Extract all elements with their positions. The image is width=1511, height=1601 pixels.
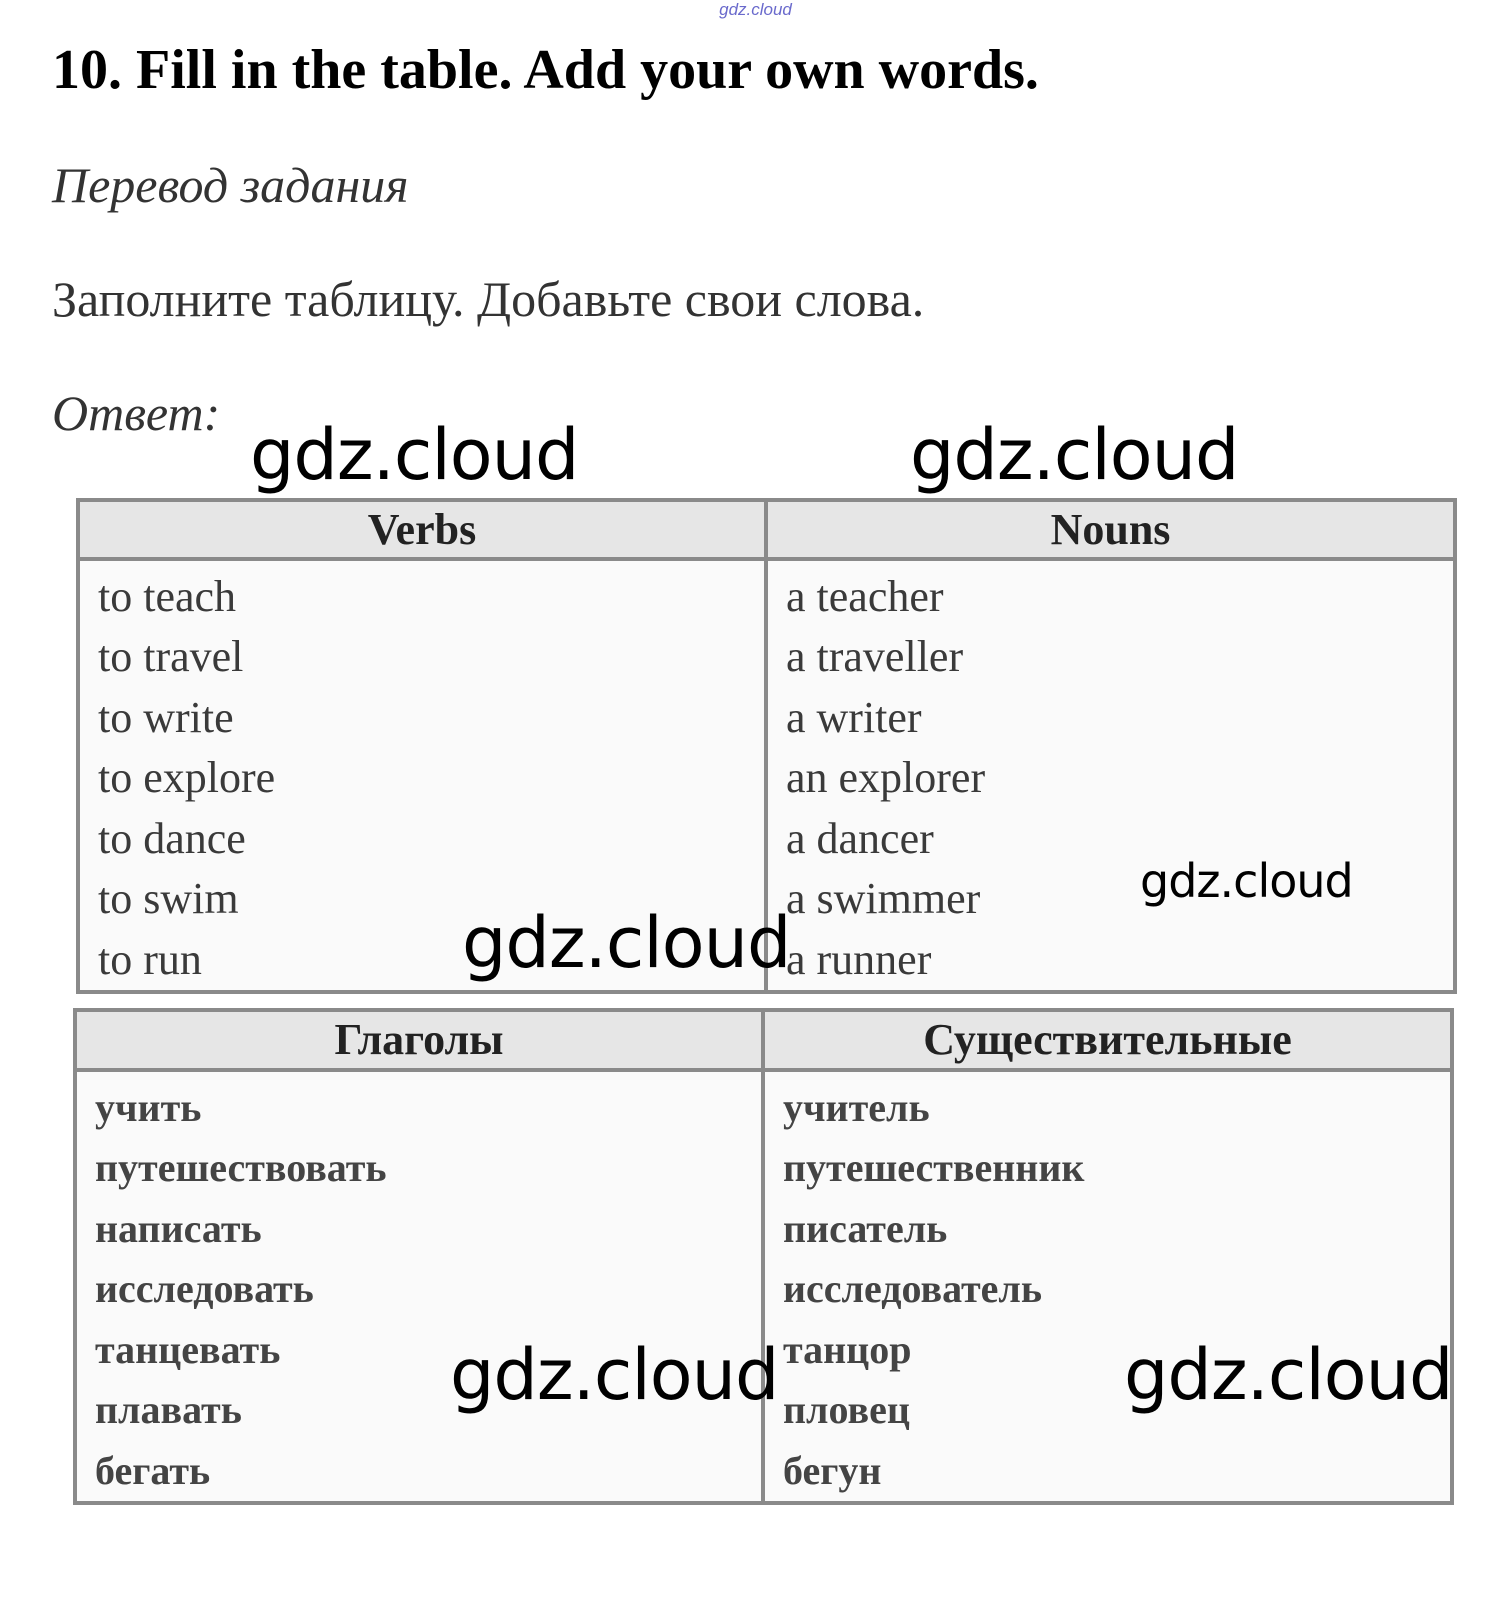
watermark: gdz.cloud (250, 414, 579, 496)
nouns-list (768, 561, 1453, 991)
list-item: to dance (98, 813, 246, 863)
list-item: танцор (783, 1326, 912, 1372)
list-item: бегать (95, 1447, 211, 1493)
list-item: танцевать (95, 1326, 281, 1372)
nouns-header: Nouns (768, 502, 1453, 561)
list-item: a swimmer (786, 874, 981, 923)
list-item: to write (98, 692, 234, 742)
translation-text: Заполните таблицу. Добавьте свои слова. (52, 271, 925, 327)
watermark: gdz.cloud (910, 414, 1239, 496)
list-item: an explorer (786, 753, 986, 802)
list-item: a runner (786, 934, 932, 984)
list-item: путешественник (783, 1145, 1085, 1190)
list-item: исследовать (95, 1266, 314, 1311)
list-item: учитель (783, 1084, 930, 1130)
russian-nouns-header: Существительные (765, 1012, 1450, 1072)
russian-verbs-column (77, 1012, 761, 1501)
list-item: a traveller (786, 632, 964, 681)
russian-verbs-list (77, 1072, 761, 1502)
watermark: gdz.cloud (1140, 854, 1353, 908)
list-item: to teach (98, 571, 237, 621)
translation-label: Перевод задания (52, 157, 409, 213)
list-item: написать (95, 1205, 262, 1251)
list-item: плавать (95, 1387, 242, 1432)
list-item: a writer (786, 692, 922, 742)
russian-nouns-list (765, 1072, 1453, 1502)
russian-nouns-column (761, 1012, 1453, 1501)
russian-word-table (73, 1008, 1454, 1505)
watermark: gdz.cloud (1124, 1334, 1453, 1416)
watermark: gdz.cloud (450, 1334, 779, 1416)
task-title: 10. Fill in the table. Add your own words. (52, 39, 1039, 101)
russian-verbs-header: Глаголы (77, 1012, 761, 1072)
list-item: to swim (98, 874, 239, 923)
list-item: писатель (783, 1205, 948, 1251)
list-item: учить (95, 1084, 202, 1130)
nouns-column (764, 502, 1453, 990)
list-item: to run (98, 934, 202, 984)
list-item: пловец (783, 1387, 910, 1432)
list-item: to explore (98, 753, 276, 802)
answer-label: Ответ: (52, 385, 221, 441)
list-item: путешествовать (95, 1145, 387, 1190)
verbs-header: Verbs (80, 502, 764, 561)
list-item: исследователь (783, 1266, 1043, 1311)
site-watermark-top: gdz.cloud (719, 0, 792, 19)
list-item: бегун (783, 1447, 882, 1493)
list-item: to travel (98, 632, 244, 681)
watermark: gdz.cloud (462, 902, 791, 984)
list-item: a teacher (786, 571, 944, 621)
list-item: a dancer (786, 813, 934, 863)
